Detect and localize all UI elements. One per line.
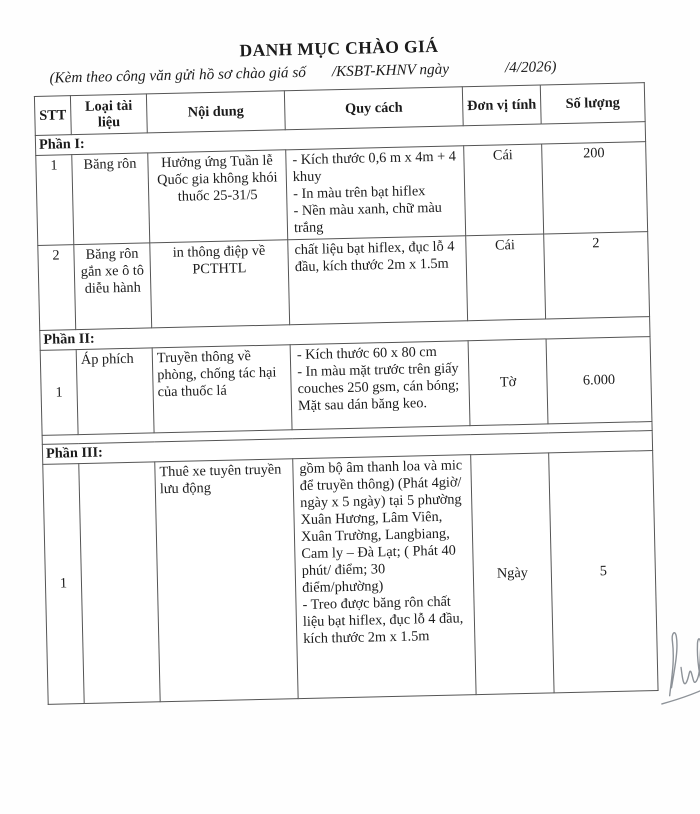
cell-so-luong: 6.000 <box>546 337 652 424</box>
section-label: Phần I: <box>35 122 645 156</box>
cell-stt: 1 <box>36 155 74 246</box>
cell-stt: 2 <box>38 245 76 331</box>
table-row <box>40 337 652 436</box>
cell-quy-cach: - Kích thước 60 x 80 cm - In màu mặt trước trên giấy couches 250 gsm, cán bóng; Mặt sau dán băng keo. <box>290 341 470 430</box>
cell-loai-tai-lieu: Băng rôn gắn xe ô tô diễu hành <box>74 243 152 330</box>
page-title: DANH MỤC CHÀO GIÁ <box>239 35 439 61</box>
cell-don-vi-tinh: Cái <box>466 234 546 321</box>
cell-loai-tai-lieu: Áp phích <box>76 348 154 435</box>
cell-don-vi-tinh: Tờ <box>468 339 548 426</box>
cell-noi-dung: Hưởng ứng Tuần lễ Quốc gia không khói thuốc 25-31/5 <box>148 150 288 243</box>
header-so-luong: Số lượng <box>540 83 645 124</box>
header-quy-cach: Quy cách <box>284 87 463 130</box>
quotation-table <box>34 82 659 705</box>
cell-so-luong: 200 <box>542 142 648 234</box>
subtitle-lead: (Kèm theo công văn gửi hồ sơ chào giá số <box>49 63 307 87</box>
cell-so-luong: 5 <box>549 451 658 693</box>
cell-stt: 1 <box>43 464 84 705</box>
cell-quy-cach: - Kích thước 0,6 m x 4m + 4 khuy - In màu trên bạt hiflex - Nền màu xanh, chữ màu trắng <box>286 146 466 240</box>
cell-quy-cach: gồm bộ âm thanh loa và mic để truyền thông) (Phát 4giờ/ ngày x 5 ngày) tại 5 phường Xuân Hương, Lâm Viên, Xuân Trường, Langbiang, Cam ly – Đà Lạt; ( Phát 40 phút/ điểm; 30 điểm/phường) - Treo được băng rôn chất liệu bạt hiflex, đục lỗ 4 đầu, kích thước 2m x 1.5m <box>293 455 476 699</box>
cell-don-vi-tinh: Ngày <box>471 453 554 695</box>
cell-noi-dung: Truyền thông về phòng, chống tác hại của thuốc lá <box>152 345 292 433</box>
header-don-vi-tinh: Đơn vị tính <box>462 85 541 126</box>
cell-don-vi-tinh: Cái <box>464 144 544 236</box>
cell-noi-dung: in thông điệp về PCTHTL <box>150 240 290 328</box>
table-row <box>43 451 658 705</box>
table-row <box>38 232 650 331</box>
header-stt: STT <box>34 96 71 136</box>
cell-loai-tai-lieu <box>79 462 160 704</box>
cell-so-luong: 2 <box>544 232 650 319</box>
header-noi-dung: Nội dung <box>146 91 285 133</box>
subtitle-date: /4/2026) <box>504 58 557 77</box>
cell-loai-tai-lieu: Băng rôn <box>72 153 150 245</box>
cell-stt: 1 <box>40 350 78 436</box>
table-row <box>36 142 648 246</box>
subtitle-ref-number: /KSBT-KHNV ngày <box>331 60 450 81</box>
scanned-document <box>33 30 660 705</box>
header-loai-tai-lieu: Loại tài liệu <box>70 94 147 135</box>
cell-noi-dung: Thuê xe tuyên truyền lưu động <box>155 459 298 702</box>
section-label: Phần II: <box>40 317 650 351</box>
cell-quy-cach: chất liệu bạt hiflex, đục lỗ 4 đầu, kích thước 2m x 1.5m <box>288 236 468 325</box>
signature-initials-icon <box>656 621 700 717</box>
section-label: Phần III: <box>42 431 652 465</box>
